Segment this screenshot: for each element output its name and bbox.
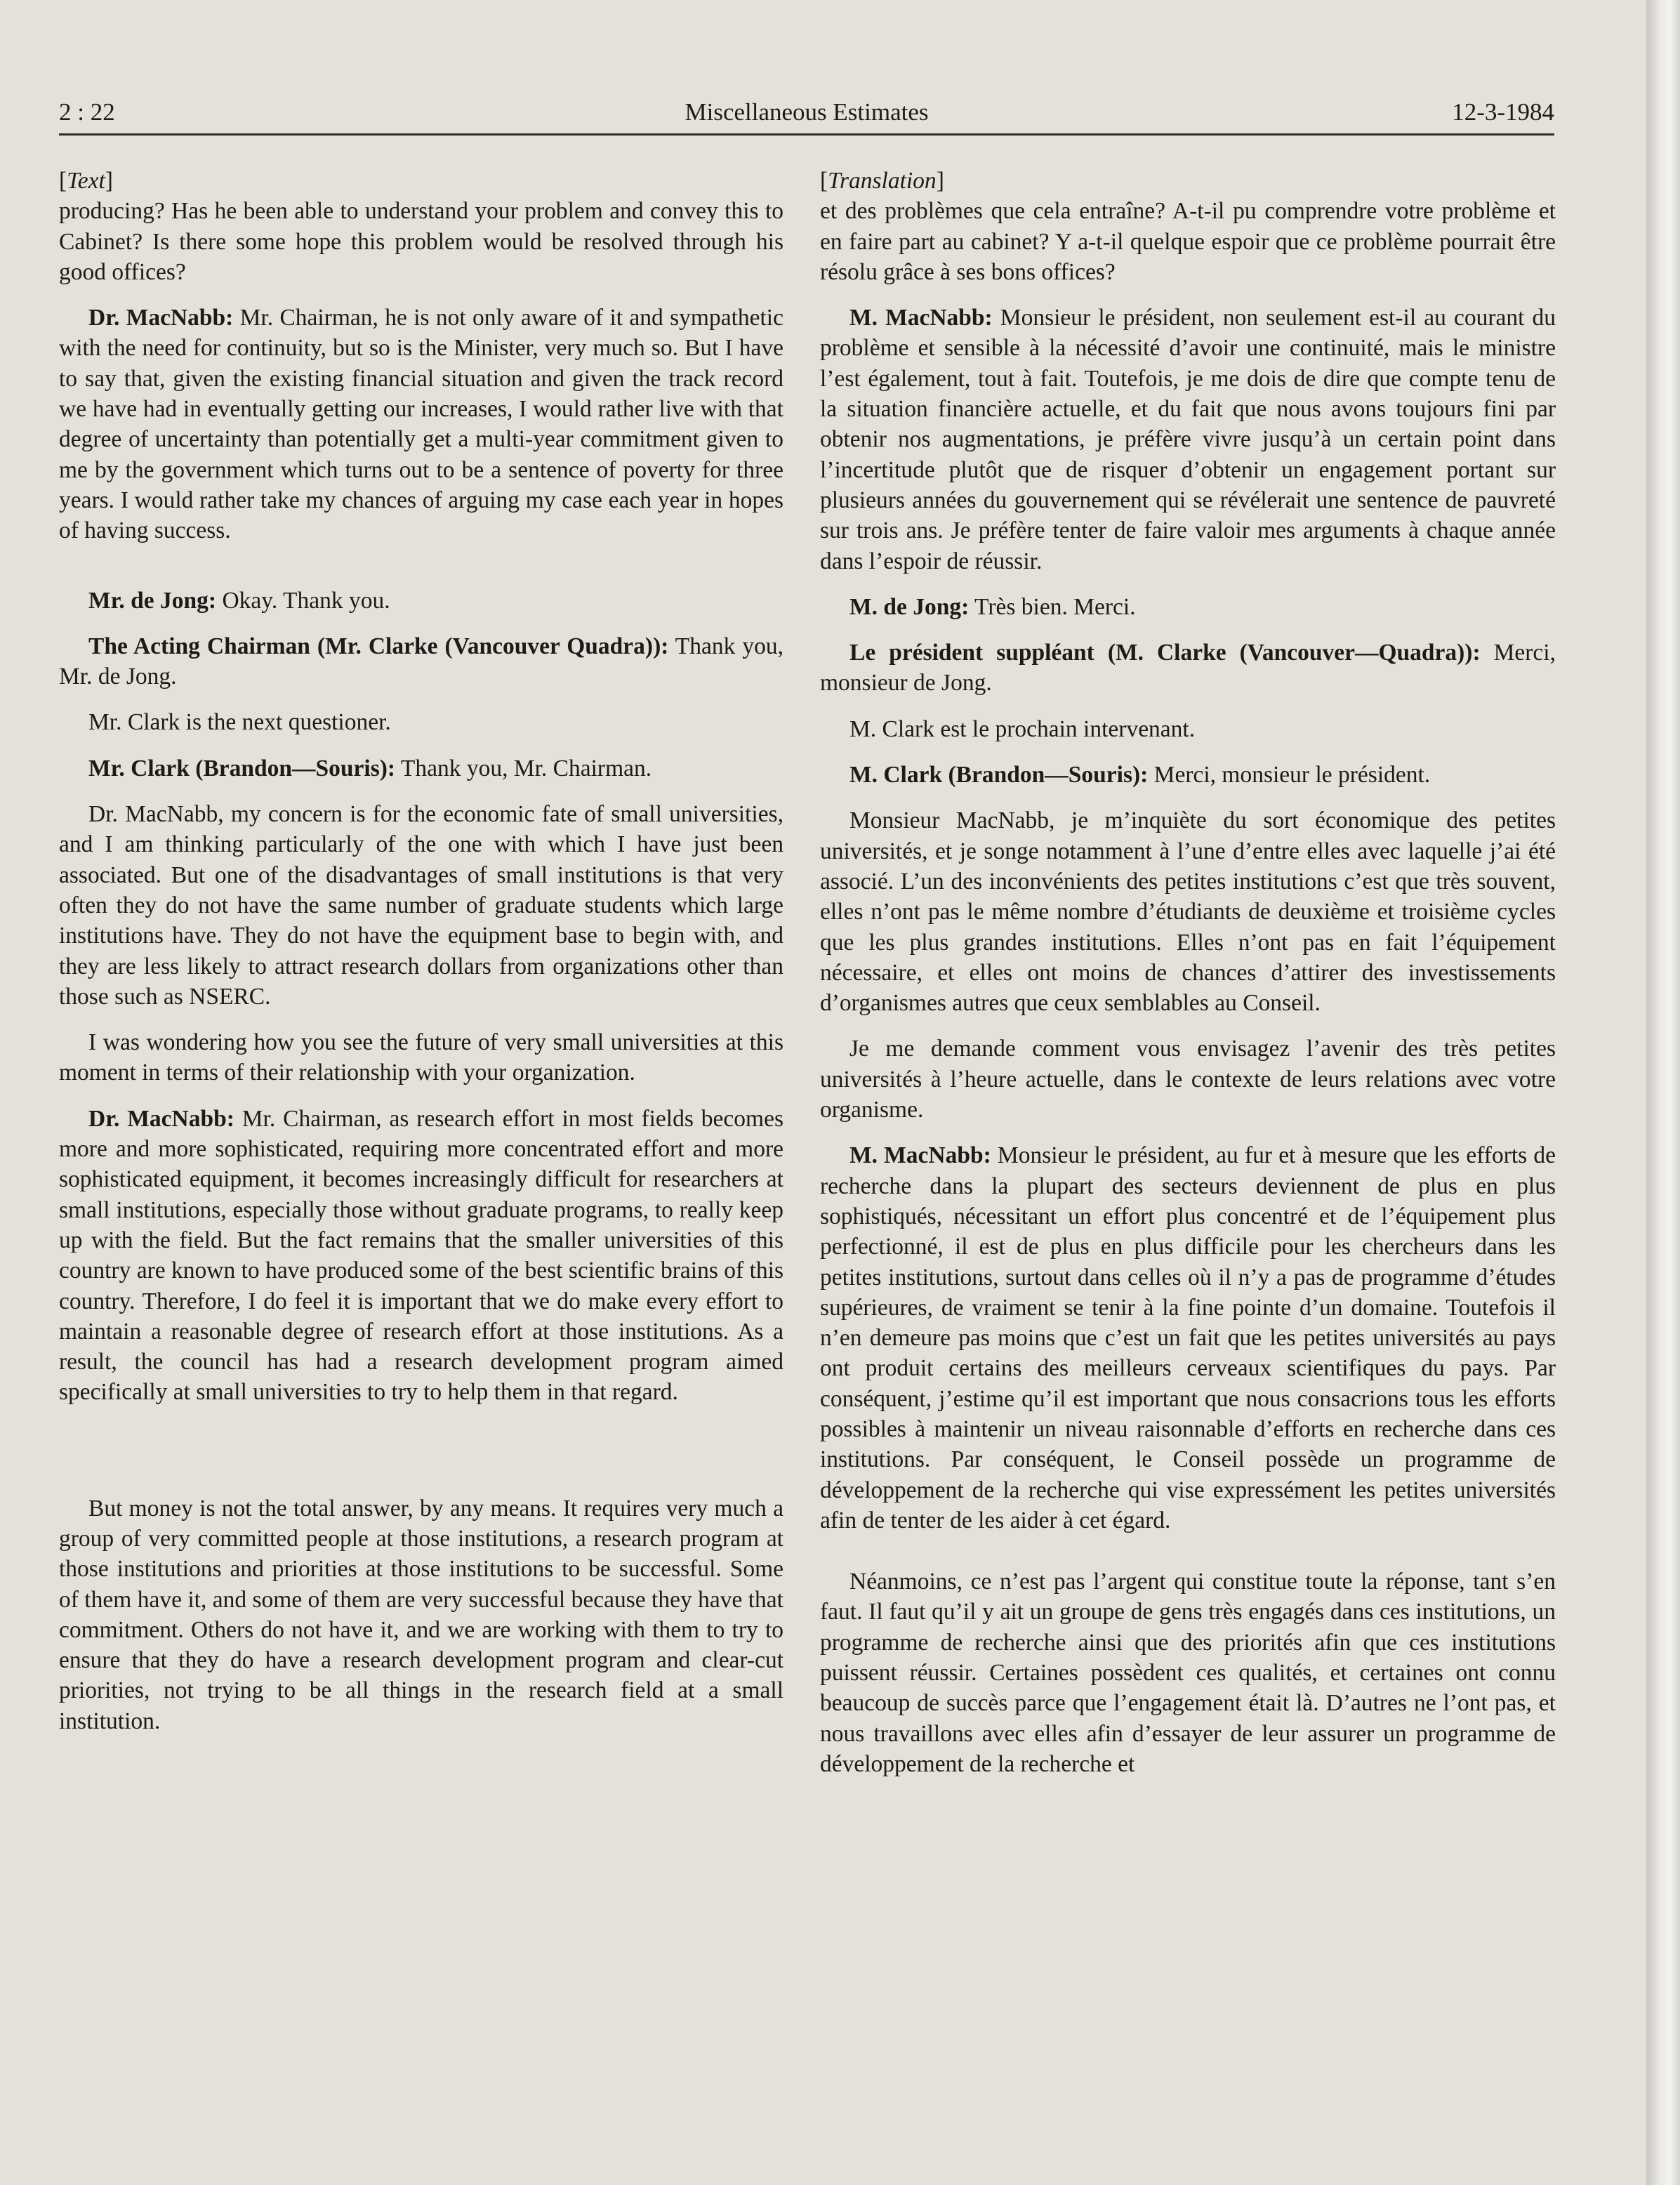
paragraph: But money is not the total answer, by any means. It requires very much a group of very committed people at those institutions, a research program at those institutions and priorities at those institutions to be successful. Some of them have it, and some of them are very successful because they have that commitment. Others do not have it, and we are working with them to try to ensure that they do have a research development program and clear-cut priorities, not trying to be all things in the research field at a small institution. (59, 1495, 783, 1734)
speaker-name: M. de Jong: (849, 593, 970, 620)
paragraph: Mr. de Jong: Okay. Thank you. (88, 587, 390, 614)
paragraph: M. Clark (Brandon—Souris): Merci, monsieur le président. (849, 762, 1431, 788)
section-tag: [Translation] (820, 168, 944, 194)
binding-edge (1646, 0, 1680, 2185)
running-header (59, 94, 1554, 136)
speaker-name: Mr. Clark (Brandon—Souris): (88, 755, 396, 781)
header-page-number: 2 : 22 (59, 98, 115, 126)
paragraph: Je me demande comment vous envisagez l’avenir des très petites universités à l’heure actuelle, dans le contexte de leurs relations avec votre organisme. (820, 1036, 1556, 1123)
paragraph: Néanmoins, ce n’est pas l’argent qui constitue toute la réponse, tant s’en faut. Il faut qu’il y ait un groupe de gens très engagés dans ces institutions, un programme de recherche ainsi que des priorités afin que ces institutions puissent réussir. Certaines possèdent ces qualités, et certaines ont connu beaucoup de succès parce que l’engagement était là. D’autres ne l’ont pas, et nous travaillons avec elles afin d’essayer de leur assurer un programme de développement de la recherche et (820, 1569, 1556, 1777)
speaker-name: M. MacNabb: (849, 305, 993, 331)
paragraph: Dr. MacNabb: Mr. Chairman, he is not only aware of it and sympathetic with the need for continuity, but so is the Minister, very much so. But I have to say that, given the existing financial situation and given the track record we have had in eventually getting our increases, I would rather live with that degree of uncertainty than potentially get a multi-year commitment given to me by the government which turns out to be a sentence of poverty for three years. I would rather take my chances of arguing my case each year in hopes of having success. (59, 305, 783, 544)
paragraph: M. Clark est le prochain intervenant. (849, 715, 1196, 742)
paragraph: Monsieur MacNabb, je m’inquiète du sort économique des petites universités, et je songe notamment à l’une d’entre elles avec laquelle j’ai été associé. L’un des inconvénients des petites institutions c’est que très souvent, elles n’ont pas le même nombre d’étudiants de deuxième et troisième cycles que les plus grandes institutions. Elles n’ont pas en fait l’équipement nécessaire, et elles ont moins de chances d’attirer des investissements d’organismes autres que ceux semblables au Conseil. (820, 807, 1556, 1017)
header-title: Miscellaneous Estimates (684, 98, 929, 126)
paragraph: Mr. Clark is the next questioner. (88, 709, 391, 736)
paragraph: Mr. Clark (Brandon—Souris): Thank you, Mr. Chairman. (88, 755, 652, 781)
french-column (820, 166, 1556, 1795)
paragraph: Le président suppléant (M. Clarke (Vancouver—Quadra)): Merci, monsieur de Jong. (820, 640, 1556, 697)
paragraph: Dr. MacNabb, my concern is for the economic fate of small universities, and I am thinking particularly of the one with which I have just been associated. But one of the disadvantages of small institutions is that very often they do not have the same number of graduate students which large institutions have. They do not have the equipment base to begin with, and they are less likely to attract research dollars from organizations other than those such as NSERC. (59, 801, 783, 1010)
paragraph: I was wondering how you see the future of very small universities at this moment in terms of their relationship with your organization. (59, 1029, 783, 1086)
speaker-name: M. MacNabb: (849, 1142, 991, 1169)
speaker-name: Dr. MacNabb: (88, 1105, 234, 1132)
speaker-name: M. Clark (Brandon—Souris): (849, 762, 1149, 788)
section-tag-label: Text (67, 168, 105, 194)
header-date: 12-3-1984 (1452, 98, 1554, 126)
paragraph: M. de Jong: Très bien. Merci. (849, 593, 1136, 620)
paragraph: Dr. MacNabb: Mr. Chairman, as research effort in most fields becomes more and more sophisticated, requiring more concentrated effort and more sophisticated equipment, it becomes increasingly difficult for researchers at small institutions, especially those without graduate programs, to really keep up with the field. But the fact remains that the smaller universities of this country are known to have produced some of the best scientific brains of this country. Therefore, I do feel it is important that we do make every effort to maintain a reasonable degree of research effort at those institutions. As a result, the council has had a research development program aimed specifically at small universities to try to help them in that regard. (59, 1105, 783, 1406)
section-tag-label: Translation (828, 168, 937, 194)
paragraph: et des problèmes que cela entraîne? A-t-il pu comprendre votre problème et en faire part au cabinet? Y a-t-il quelque espoir que ce problème pourrait être résolu grâce à ses bons offices? (820, 198, 1556, 285)
paragraph: M. MacNabb: Monsieur le président, non seulement est-il au courant du problème et sensible à la nécessité d’avoir une continuité, mais le ministre l’est également, tout à fait. Toutefois, je me dois de dire que compte tenu de la situation financière actuelle, et du fait que nous avons toujours fini par obtenir nos augmentations, je préfère vivre jusqu’à un certain point dans l’incertitude plutôt que de risquer d’obtenir un engagement portant sur plusieurs années du gouvernement qui se révélerait une sentence de pauvreté sur trois ans. Je préfère tenter de faire valoir mes arguments à chaque année dans l’espoir de réussir. (820, 305, 1556, 574)
paragraph: The Acting Chairman (Mr. Clarke (Vancouver Quadra)): Thank you, Mr. de Jong. (59, 633, 783, 690)
speaker-name: Dr. MacNabb: (88, 305, 234, 331)
english-column (59, 166, 783, 1752)
section-tag: [Text] (59, 168, 113, 194)
paragraph: producing? Has he been able to understand your problem and convey this to Cabinet? Is there some hope this problem would be resolved through his good offices? (59, 198, 783, 285)
speaker-name: Le président suppléant (M. Clarke (Vancouver—Quadra)): (849, 640, 1481, 666)
speaker-name: Mr. de Jong: (88, 587, 217, 614)
speaker-name: The Acting Chairman (Mr. Clarke (Vancouver Quadra)): (88, 633, 669, 659)
paragraph: M. MacNabb: Monsieur le président, au fur et à mesure que les efforts de recherche dans la plupart des secteurs deviennent de plus en plus sophistiqués, nécessitant un effort plus concentré et de l’équipement plus perfectionné, il est de plus en plus difficile pour les chercheurs dans les petites institutions, surtout dans celles où il n’y a pas de programme d’études supérieures, de vraiment se tenir à la fine pointe d’un domaine. Toutefois il n’en demeure pas moins que c’est un fait que les petites universités au pays ont produit certains des meilleurs cerveaux scientifiques du pays. Par conséquent, j’estime qu’il est important que nous consacrions tous les efforts possibles à maintenir un niveau raisonnable d’efforts en recherche dans ces institutions. Par conséquent, le Conseil possède un programme de développement de la recherche qui vise expressément les petites universités afin de tenter de les aider à cet égard. (820, 1142, 1556, 1533)
